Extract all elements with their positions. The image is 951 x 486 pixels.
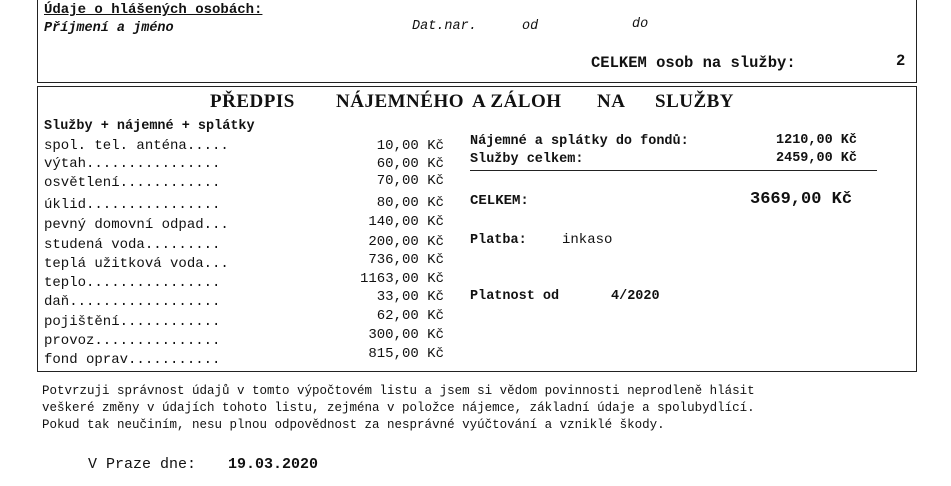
list-item-amount: 1163,00 Kč bbox=[359, 271, 444, 287]
list-item-amount: 70,00 Kč bbox=[376, 173, 444, 189]
list-item-label: teplo................ bbox=[44, 275, 221, 291]
sum-divider bbox=[470, 170, 877, 171]
list-item-label: spol. tel. anténa..... bbox=[44, 138, 229, 154]
list-item-amount: 62,00 Kč bbox=[376, 308, 444, 324]
payment-label: Platba: bbox=[470, 233, 527, 248]
to-label: do bbox=[632, 17, 649, 32]
sign-date: 19.03.2020 bbox=[228, 456, 319, 473]
prescription-title-3: A ZÁLOH bbox=[472, 91, 562, 112]
persons-total-value: 2 bbox=[896, 52, 906, 70]
list-item-label: úklid................ bbox=[44, 197, 221, 213]
services-total-value: 2459,00 Kč bbox=[776, 151, 858, 166]
grand-total-label: CELKEM: bbox=[470, 193, 529, 209]
list-item-amount: 736,00 Kč bbox=[368, 252, 444, 268]
services-heading: Služby + nájemné + splátky bbox=[44, 119, 255, 134]
list-item-amount: 200,00 Kč bbox=[368, 234, 444, 250]
persons-total-label: CELKEM osob na služby: bbox=[591, 54, 796, 72]
list-item-label: daň.................. bbox=[44, 294, 221, 310]
list-item-label: výtah................ bbox=[44, 156, 221, 172]
prescription-title-2: NÁJEMNÉHO bbox=[336, 91, 464, 112]
list-item-label: pevný domovní odpad... bbox=[44, 217, 229, 233]
list-item-amount: 300,00 Kč bbox=[368, 327, 444, 343]
validity-value: 4/2020 bbox=[611, 289, 660, 304]
persons-heading: Údaje o hlášených osobách: bbox=[44, 2, 263, 18]
list-item-label: fond oprav........... bbox=[44, 352, 221, 368]
prescription-title-5: SLUŽBY bbox=[655, 91, 735, 112]
place-label: V Praze dne: bbox=[88, 456, 197, 473]
prescription-title-1: PŘEDPIS bbox=[210, 91, 295, 112]
payment-value: inkaso bbox=[562, 232, 613, 248]
statement-line-3: Pokud tak neučiním, nesu plnou odpovědnost za nesprávné vyúčtování a vzniklé škody. bbox=[42, 418, 665, 432]
validity-label: Platnost od bbox=[470, 289, 560, 304]
from-label: od bbox=[522, 19, 539, 34]
list-item-label: studená voda......... bbox=[44, 237, 221, 253]
rent-label: Nájemné a splátky do fondů: bbox=[470, 134, 689, 149]
rent-value: 1210,00 Kč bbox=[776, 133, 858, 148]
statement-line-1: Potvrzuji správnost údajů v tomto výpočtovém listu a jsem si vědom povinnosti neprodleně hlásit bbox=[42, 384, 755, 398]
list-item-label: osvětlení............ bbox=[44, 175, 221, 191]
list-item-amount: 80,00 Kč bbox=[376, 195, 444, 211]
list-item-label: provoz............... bbox=[44, 333, 221, 349]
grand-total-value: 3669,00 Kč bbox=[750, 190, 853, 209]
list-item-amount: 140,00 Kč bbox=[368, 214, 444, 230]
list-item-label: pojištění............ bbox=[44, 314, 221, 330]
list-item-amount: 33,00 Kč bbox=[376, 289, 444, 305]
name-label: Příjmení a jméno bbox=[44, 21, 174, 36]
list-item-label: teplá užitková voda... bbox=[44, 256, 229, 272]
dob-label: Dat.nar. bbox=[412, 19, 477, 34]
list-item-amount: 10,00 Kč bbox=[376, 138, 444, 154]
list-item-amount: 60,00 Kč bbox=[376, 156, 444, 172]
list-item-amount: 815,00 Kč bbox=[368, 346, 444, 362]
services-total-label: Služby celkem: bbox=[470, 152, 584, 167]
statement-line-2: veškeré změny v údajích tohoto listu, zejména v položce nájemce, základní údaje a spolubydlící. bbox=[42, 401, 755, 415]
prescription-title-4: NA bbox=[597, 91, 626, 112]
